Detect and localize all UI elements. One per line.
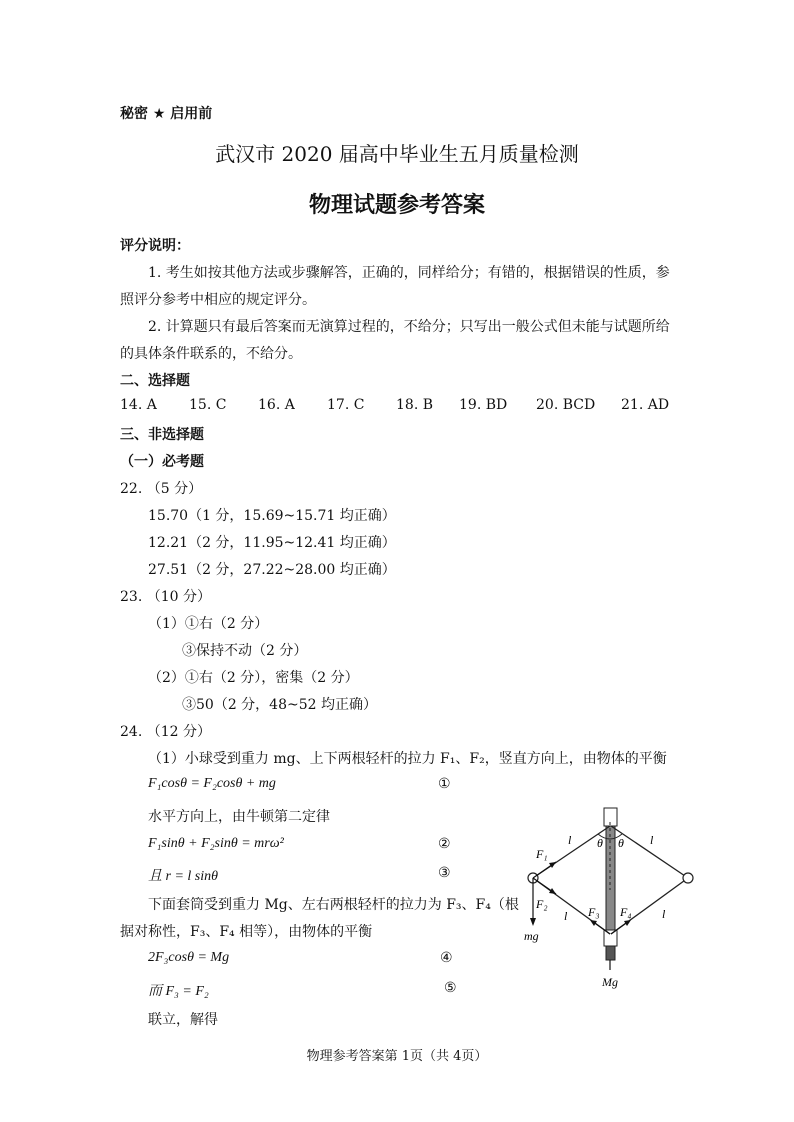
right-ball [683,873,693,883]
exam-title: 武汉市 2020 届高中毕业生五月质量检测 [215,142,579,166]
answer-15: 15. C [189,397,227,413]
required-heading: （一）必考题 [120,454,204,470]
scoring-rule-2b: 的具体条件联系的，不给分。 [120,346,302,362]
scoring-rule-1a: 1. 考生如按其他方法或步骤解答，正确的，同样给分；有错的，根据错误的性质，参 [148,265,670,281]
q22-line-2: 12.21（2 分，11.95~12.41 均正确） [148,535,396,551]
answer-20: 20. BCD [536,397,596,413]
q24-text-2: 水平方向上，由牛顿第二定律 [148,809,330,825]
q24-text-4a: 下面套筒受到重力 Mg、左右两根轻杆的拉力为 F₃、F₄（根 [148,897,519,913]
q24-equation-2: F₁sinθ + F₂sinθ = mrω² [148,836,284,851]
label-l-lower-left: l [564,909,568,923]
label-l-upper-right: l [650,833,654,847]
label-l-lower-right: l [662,907,666,921]
answer-21: 21. AD [621,397,670,413]
scoring-heading: 评分说明： [120,238,190,254]
answer-17: 17. C [327,397,365,413]
q22-line-1: 15.70（1 分，15.69~15.71 均正确） [148,508,396,524]
q24-equation-1-number: ① [438,776,451,792]
label-Mg: Mg [602,975,618,989]
label-theta-right: θ [618,836,624,850]
label-f2: F₂ [536,897,548,911]
q24-equation-4: 2F₃cosθ = Mg [148,950,230,965]
q23-line-4: ③50（2 分，48~52 均正确） [182,697,377,713]
answer-16: 16. A [258,397,295,413]
label-f4: F₄ [620,905,632,919]
answer-19: 19. BD [459,397,508,413]
answer-key-title: 物理试题参考答案 [308,193,485,218]
page-footer: 物理参考答案第 1页（共 4页） [306,1049,488,1064]
scoring-rule-1b: 照评分参考中相应的规定评分。 [120,292,316,308]
q24-equation-5-number: ⑤ [444,980,457,996]
q24-equation-3-number: ③ [438,865,451,881]
label-f1: F₁ [536,847,548,861]
label-mg: mg [524,929,539,943]
q23-line-1: （1）①右（2 分） [148,616,269,632]
q24-text-6: 联立，解得 [148,1012,218,1028]
nonchoice-heading: 三、非选择题 [120,427,204,443]
q22-line-3: 27.51（2 分，27.22~28.00 均正确） [148,562,396,578]
scoring-rule-2a: 2. 计算题只有最后答案而无演算过程的，不给分；只写出一般公式但未能与试题所给 [148,319,670,335]
choice-heading: 二、选择题 [120,373,190,389]
q23-line-3: （2）①右（2 分），密集（2 分） [148,670,359,686]
q24-equation-5: 而 F₃ = F₂ [148,984,209,999]
q23-line-2: ③保持不动（2 分） [182,643,308,659]
answer-14: 14. A [120,397,157,413]
rod-sleeve-diagram [512,800,702,992]
q22-heading: 22. （5 分） [120,481,203,497]
label-l-upper-left: l [568,833,572,847]
lower-sleeve [604,930,617,946]
q24-equation-4-number: ④ [440,950,453,966]
q23-heading: 23. （10 分） [120,589,211,605]
q24-intro: （1）小球受到重力 mg、上下两根轻杆的拉力 F₁、F₂，竖直方向上，由物体的平衡 [148,751,667,767]
q24-equation-1: F₁cosθ = F₂cosθ + mg [148,776,276,791]
q24-equation-3: 且 r = l sinθ [148,869,218,884]
answer-18: 18. B [396,397,434,413]
q24-heading: 24. （12 分） [120,724,211,740]
confidential-label: 秘密 ★ 启用前 [120,106,213,122]
label-f3: F₃ [588,905,600,919]
label-theta-left: θ [597,836,603,850]
mg-arrowhead [530,918,536,926]
q24-equation-2-number: ② [438,836,451,852]
q24-text-4b: 据对称性，F₃、F₄ 相等），由物体的平衡 [120,924,373,940]
